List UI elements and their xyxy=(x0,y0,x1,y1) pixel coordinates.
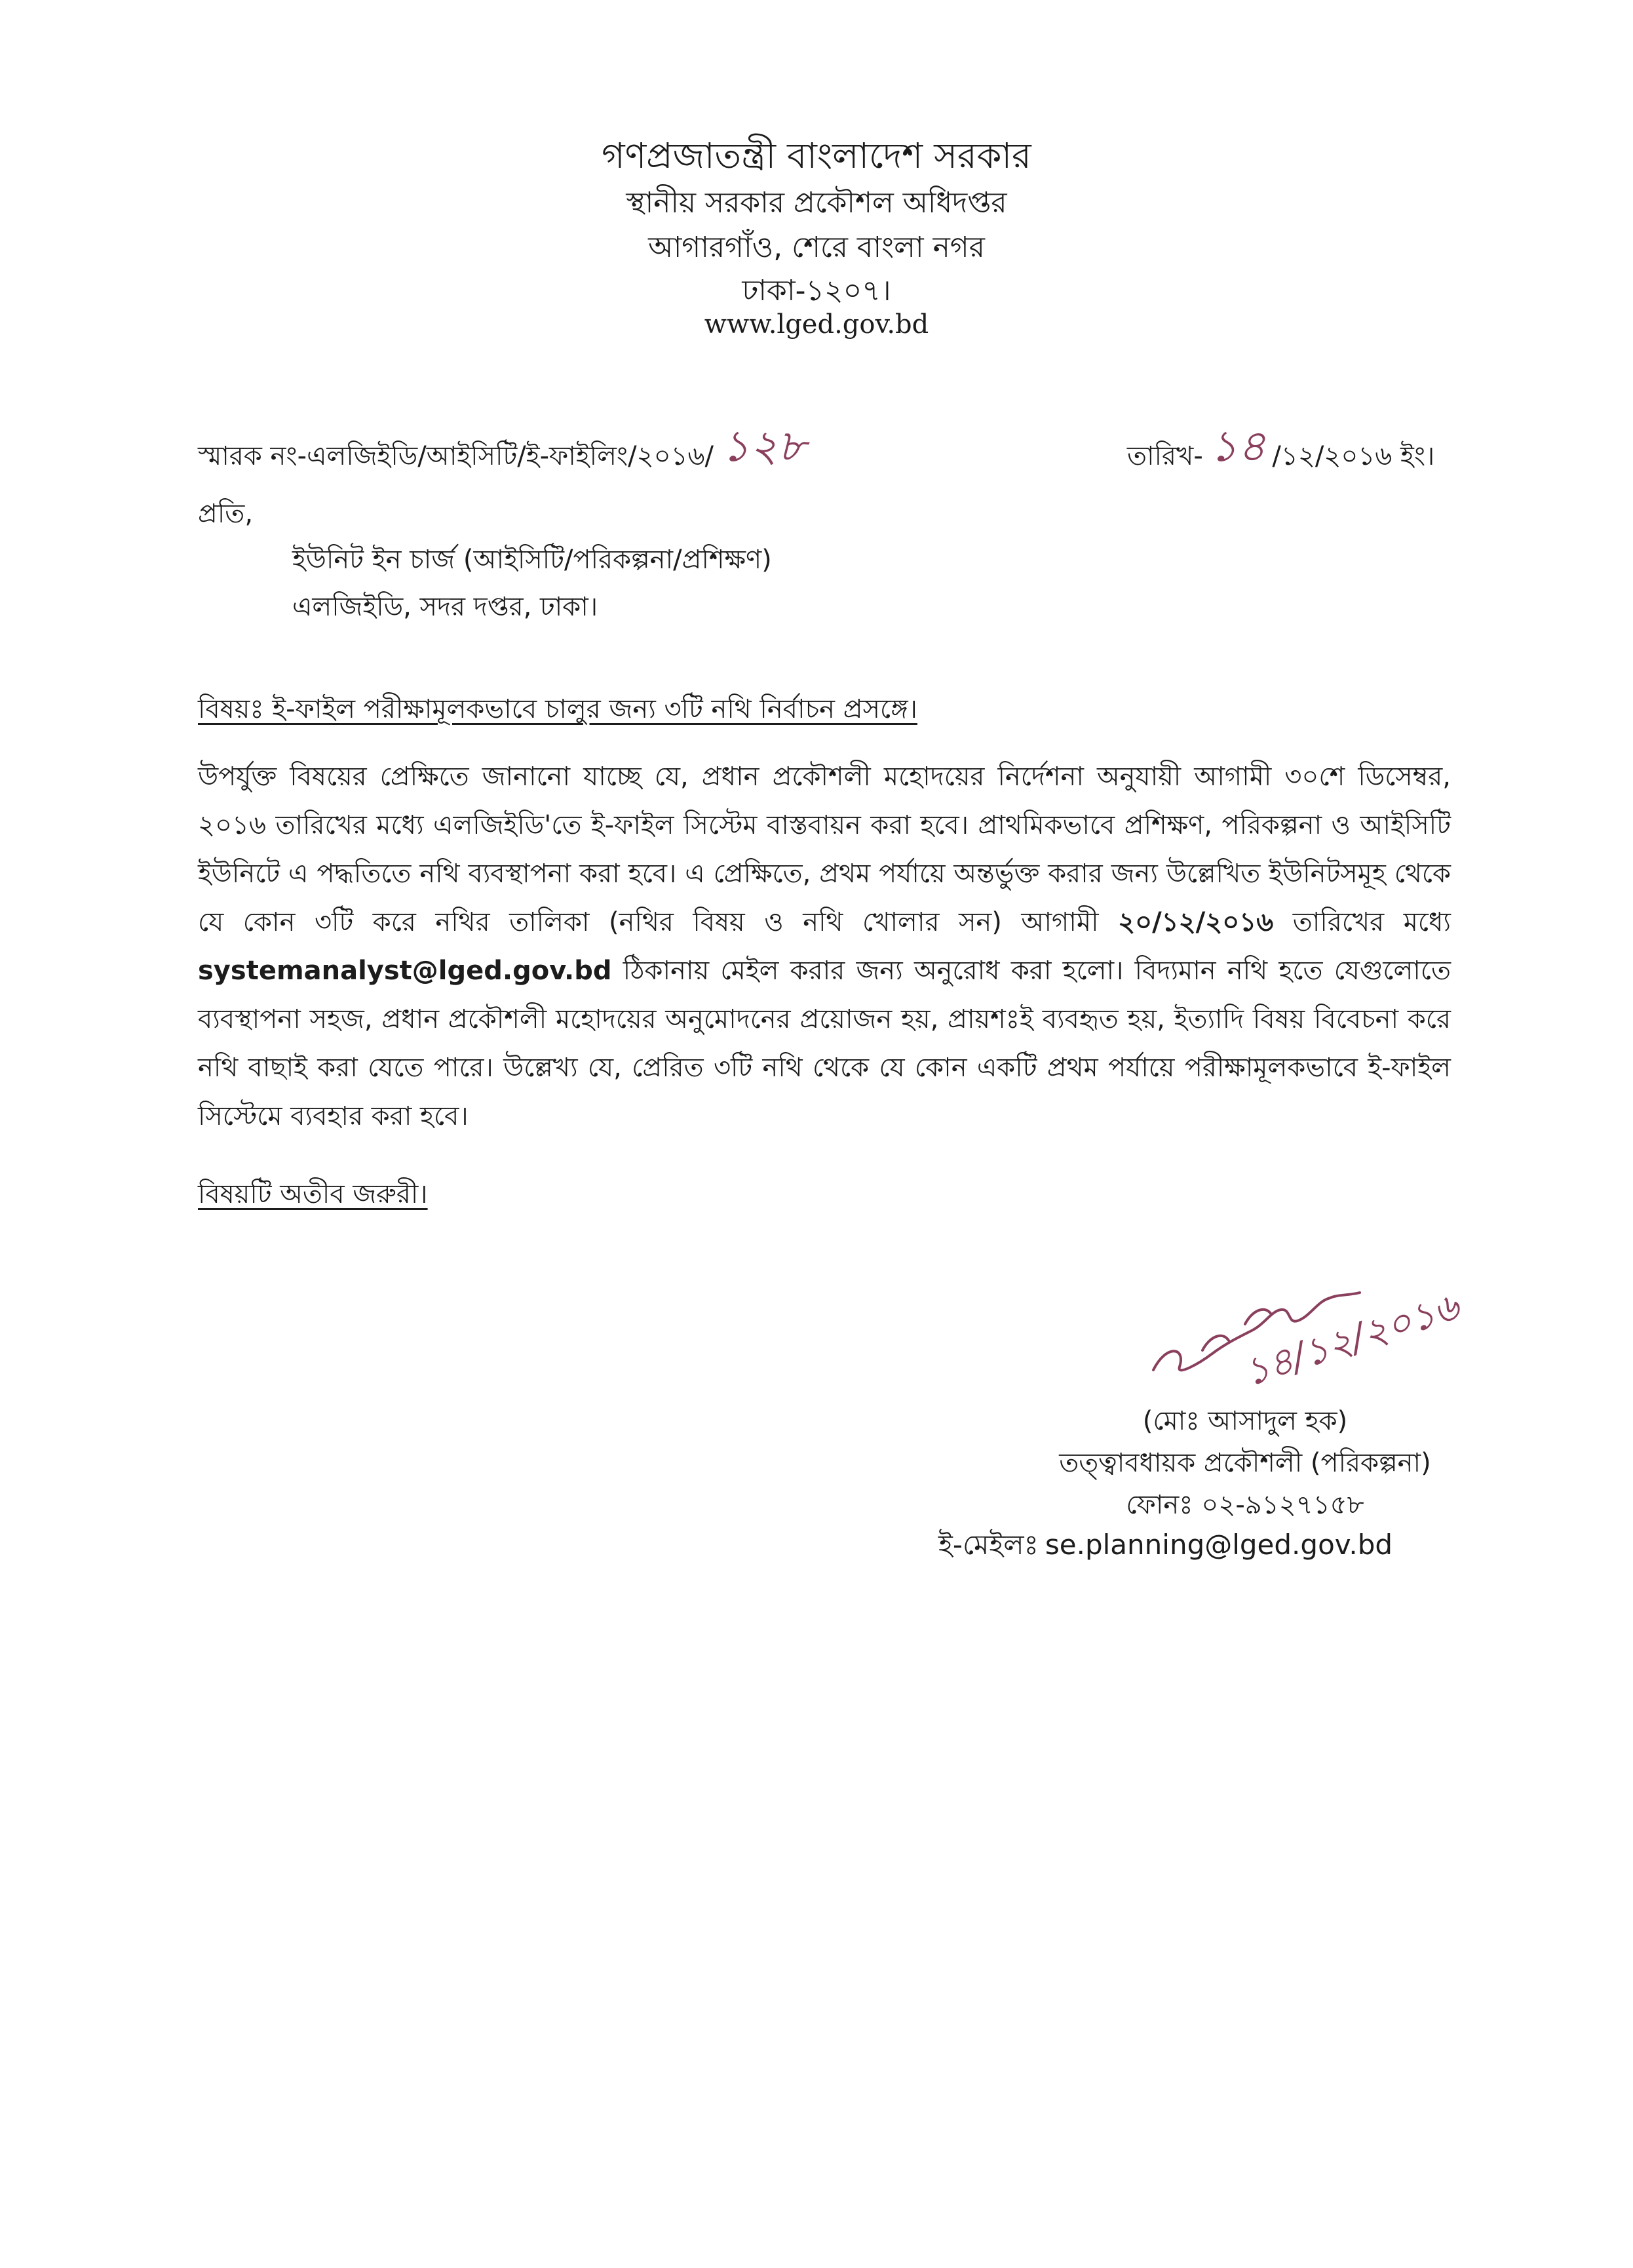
recipient-to: প্রতি, xyxy=(198,499,254,529)
recipient-line-2: এলজিইডি, সদর দপ্তর, ঢাকা। xyxy=(292,592,598,622)
deadline-date: ২০/১২/২০১৬ xyxy=(1118,907,1274,937)
signatory-designation: তত্ত্বাবধায়ক প্রকৌশলী (পরিকল্পনা) xyxy=(1059,1448,1431,1478)
handwritten-signature xyxy=(1140,1232,1494,1403)
signatory-email-address[interactable]: se.planning@lged.gov.bd xyxy=(1045,1529,1393,1561)
org-name: গণপ্রজাতন্ত্রী বাংলাদেশ সরকার xyxy=(602,135,1031,176)
email-label: ই-মেইলঃ xyxy=(938,1529,1039,1561)
recipient-line-1: ইউনিট ইন চার্জ (আইসিটি/পরিকল্পনা/প্রশিক্ষণ) xyxy=(292,545,772,575)
memo-date xyxy=(1127,417,1434,489)
city-line: ঢাকা-১২০৭। xyxy=(742,274,891,307)
body-part-2: তারিখের মধ্যে xyxy=(1292,907,1451,937)
address-line: আগারগাঁও, শেরে বাংলা নগর xyxy=(648,231,985,264)
urgent-note: বিষয়টি অতীব জরুরী। xyxy=(198,1179,428,1209)
website-link[interactable]: www.lged.gov.bd xyxy=(704,309,929,340)
body-part-3: ঠিকানায় মেইল করার জন্য অনুরোধ করা হলো। বিদ্যমান নথি হতে যেগুলোতে ব্যবস্থাপনা সহজ, প্রধান প্রকৌশলী মহোদয়ের অনুমোদনের প্রয়োজন হয়, প্রায়শঃই ব্যবহৃত হয়, ইত্যাদি বিষয় বিবেচনা করে নথি বাছাই করা যেতে পারে। উল্লেখ্য যে, প্রেরিত ৩টি নথি থেকে যে কোন একটি প্রথম পর্যায়ে পরীক্ষামূলকভাবে ই-ফাইল সিস্টেমে ব্যবহার করা হবে। xyxy=(198,956,1451,1131)
date-suffix: /১২/২০১৬ ইং। xyxy=(1272,441,1435,471)
signatory-name: (মোঃ আসাদুল হক) xyxy=(1142,1406,1348,1436)
subject-line: বিষয়ঃ ই-ফাইল পরীক্ষামূলকভাবে চালুর জন্য ৩টি নথি নির্বাচন প্রসঙ্গে। xyxy=(198,694,917,724)
body-paragraph xyxy=(198,753,1451,1141)
date-handwritten: ১৪ xyxy=(1209,421,1266,471)
body-part-1: উপর্যুক্ত বিষয়ের প্রেক্ষিতে জানানো যাচ্ছে যে, প্রধান প্রকৌশলী মহোদয়ের নির্দেশনা অনুযায়ী আগামী ৩০শে ডিসেম্বর, ২০১৬ তারিখের মধ্যে এলজিইডি'তে ই-ফাইল সিস্টেম বাস্তবায়ন করা হবে। প্রাথমিকভাবে প্রশিক্ষণ, পরিকল্পনা ও আইসিটি ইউনিটে এ পদ্ধতিতে নথি ব্যবস্থাপনা করা হবে। এ প্রেক্ষিতে, প্রথম পর্যায়ে অন্তর্ভুক্ত করার জন্য উল্লেখিত ইউনিটসমূহ থেকে যে কোন ৩টি করে নথির তালিকা (নথির বিষয় ও নথি খোলার সন) আগামী xyxy=(198,762,1451,937)
memo-ref-prefix: স্মারক নং-এলজিইডি/আইসিটি/ই-ফাইলিং/২০১৬/ xyxy=(198,441,714,471)
date-label: তারিখ- xyxy=(1127,441,1203,471)
signatory-phone: ফোনঃ ০২-৯১২৭১৫৮ xyxy=(1126,1490,1364,1520)
signatory-email xyxy=(938,1523,1393,1570)
department-name: স্থানীয় সরকার প্রকৌশল অধিদপ্তর xyxy=(626,186,1007,220)
memo-ref-handwritten: ১২৮ xyxy=(721,421,806,471)
signature-date: ১৪/১২/২০১৬ xyxy=(1238,1283,1465,1396)
memo-reference xyxy=(198,417,806,489)
contact-email[interactable]: systemanalyst@lged.gov.bd xyxy=(198,956,612,986)
